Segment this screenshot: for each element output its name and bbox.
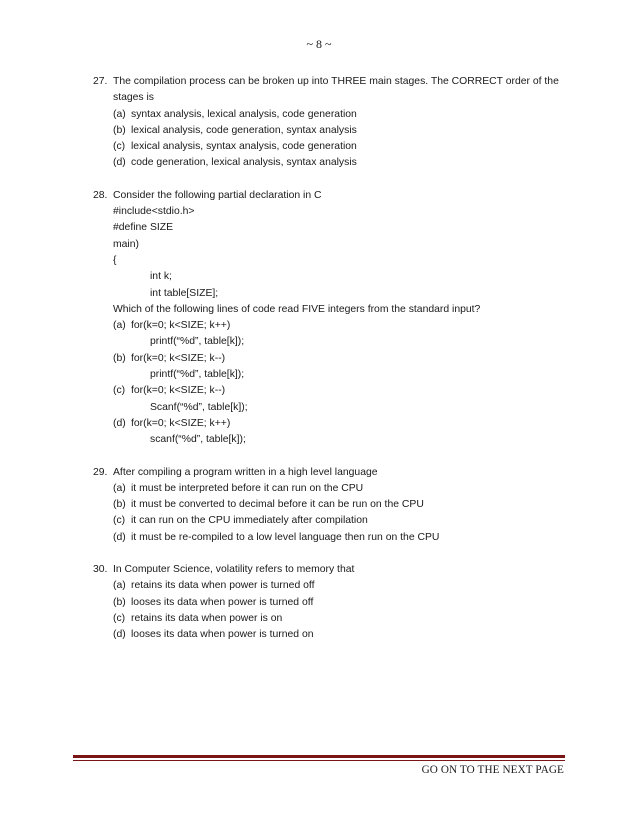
code-line: #include<stdio.h> — [113, 206, 195, 218]
question-30 — [0, 562, 638, 643]
option-text: lexical analysis, syntax analysis, code generation — [131, 141, 357, 153]
option-b — [0, 497, 638, 513]
option-letter: (a) — [113, 320, 126, 332]
question-number: 28. — [93, 189, 108, 201]
option-letter: (a) — [113, 482, 126, 494]
code-line-indented: int k; — [150, 271, 172, 283]
code-line: #define SIZE — [113, 222, 174, 234]
question-27 — [0, 74, 638, 172]
option-a — [0, 318, 638, 334]
code-line: main) — [113, 238, 139, 250]
option-text: it must be re-compiled to a low level language then run on the CPU — [131, 531, 440, 543]
option-body: printf(“%d”, table[k]); — [150, 336, 245, 348]
option-letter: (d) — [113, 531, 126, 543]
option-text: lexical analysis, code generation, syntax analysis — [131, 124, 357, 136]
option-body: scanf(“%d”, table[k]); — [150, 434, 246, 446]
option-b — [0, 123, 638, 139]
question-stem: The compilation process can be broken up into THREE main stages. The CORRECT order of the — [113, 76, 559, 87]
option-d — [0, 627, 638, 643]
question-number: 27. — [93, 76, 108, 87]
option-body: printf(“%d”, table[k]); — [150, 369, 245, 381]
option-a — [0, 481, 638, 497]
exam-questions — [0, 74, 638, 660]
footer-rule — [73, 755, 565, 758]
option-letter: (d) — [113, 629, 126, 641]
option-letter: (b) — [113, 124, 126, 136]
option-b — [0, 595, 638, 611]
page-number: ~ 8 ~ — [306, 37, 332, 51]
option-text: syntax analysis, lexical analysis, code generation — [131, 108, 357, 120]
option-text: looses its data when power is turned off — [131, 596, 314, 608]
option-d — [0, 155, 638, 171]
option-letter: (a) — [113, 580, 126, 592]
option-letter: (b) — [113, 596, 126, 608]
option-letter: (c) — [113, 385, 126, 397]
option-c — [0, 139, 638, 155]
option-text: it must be converted to decimal before it can be run on the CPU — [131, 499, 424, 511]
option-letter: (b) — [113, 352, 126, 364]
option-c — [0, 383, 638, 399]
option-a — [0, 107, 638, 123]
option-letter: (a) — [113, 108, 126, 120]
question-number: 30. — [93, 564, 108, 576]
option-letter: (c) — [113, 515, 126, 527]
option-d — [0, 530, 638, 546]
option-text: for(k=0; k<SIZE; k--) — [131, 385, 226, 397]
code-line-indented: int table[SIZE]; — [150, 287, 219, 299]
option-letter: (b) — [113, 499, 126, 511]
option-text: for(k=0; k<SIZE; k++) — [131, 417, 231, 429]
option-c — [0, 611, 638, 627]
question-29 — [0, 465, 638, 546]
option-text: it can run on the CPU immediately after compilation — [131, 515, 368, 527]
question-number: 29. — [93, 466, 108, 478]
option-d — [0, 416, 638, 432]
option-text: looses its data when power is turned on — [131, 629, 314, 641]
option-text: for(k=0; k<SIZE; k--) — [131, 352, 226, 364]
option-text: retains its data when power is turned off — [131, 580, 315, 592]
code-line: { — [113, 254, 117, 266]
footer-next-page: GO ON TO THE NEXT PAGE — [421, 764, 564, 776]
option-letter: (d) — [113, 157, 126, 169]
question-28 — [0, 188, 638, 449]
option-body: Scanf(“%d”, table[k]); — [150, 401, 248, 413]
question-stem: In Computer Science, volatility refers to memory that — [113, 564, 355, 576]
option-text: retains its data when power is on — [131, 612, 283, 624]
option-c — [0, 513, 638, 529]
option-letter: (c) — [113, 141, 126, 153]
option-text: for(k=0; k<SIZE; k++) — [131, 320, 231, 332]
footer-rule-thin — [73, 760, 565, 761]
question-stem-continued: stages is — [113, 92, 155, 104]
option-text: it must be interpreted before it can run on the CPU — [131, 482, 364, 494]
question-prompt: Which of the following lines of code read FIVE integers from the standard input? — [113, 303, 481, 315]
option-text: code generation, lexical analysis, syntax analysis — [131, 157, 357, 169]
option-b — [0, 351, 638, 367]
question-stem: After compiling a program written in a high level language — [113, 466, 378, 478]
option-letter: (c) — [113, 612, 126, 624]
option-a — [0, 578, 638, 594]
question-stem: Consider the following partial declaration in C — [113, 189, 322, 201]
option-letter: (d) — [113, 417, 126, 429]
